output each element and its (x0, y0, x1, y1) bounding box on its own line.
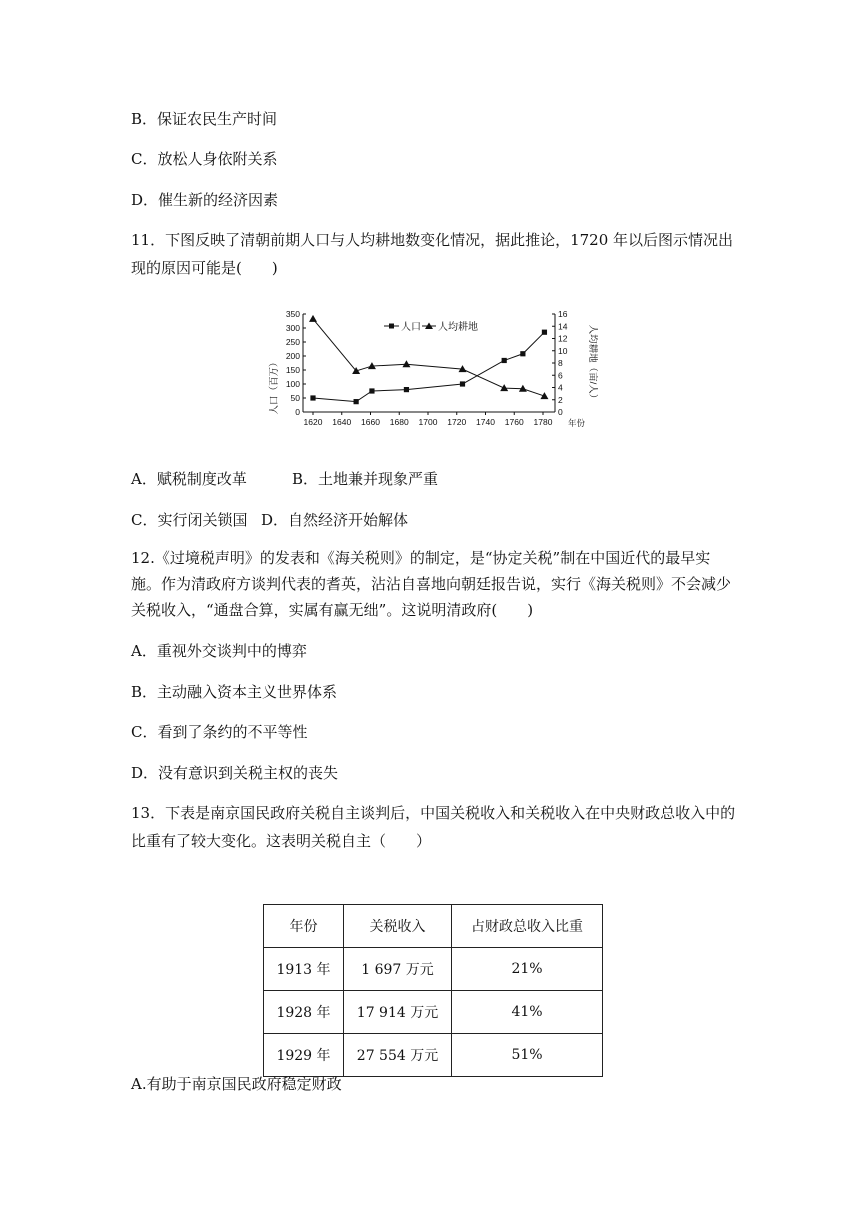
farmland-point (500, 384, 508, 391)
population-point (502, 358, 507, 363)
right-tick-label: 10 (558, 345, 568, 356)
table-row (264, 1034, 603, 1077)
x-tick-label: 1680 (389, 417, 409, 427)
right-axis-label: 人均耕地（亩/人） (587, 324, 598, 404)
table-row (264, 948, 603, 991)
x-tick-label: 1720 (447, 417, 467, 427)
table-cell: 1 697 万元 (344, 948, 452, 991)
x-tick-label: 1780 (533, 417, 553, 427)
q11-option-c: C．实行闭关锁国 (131, 511, 248, 529)
population-point (369, 388, 374, 393)
series-line-farmland (313, 319, 544, 396)
right-tick-label: 4 (558, 382, 563, 393)
legend-farmland-label: 人均耕地 (438, 322, 478, 333)
table-cell: 1928 年 (264, 991, 344, 1034)
right-tick-label: 8 (558, 358, 563, 368)
x-tick-label: 1620 (303, 417, 323, 427)
left-tick-label: 250 (285, 337, 300, 347)
population-point (310, 395, 315, 400)
tariff-table (263, 904, 603, 1077)
q10-option-c: C．放松人身依附关系 (131, 150, 278, 168)
left-tick-label: 50 (290, 393, 300, 403)
q13-stem-line1: 13．下表是南京国民政府关税自主谈判后，中国关税收入和关税收入在中央财政总收入中的 (131, 804, 736, 822)
x-tick-label: 1740 (476, 417, 495, 427)
population-point (542, 330, 547, 335)
q13-stem-line2: 比重有了较大变化。这表明关税自主（ ） (131, 832, 432, 850)
q10-option-d: D．催生新的经济因素 (131, 191, 279, 209)
table-cell: 41% (452, 991, 603, 1034)
series-line-population (313, 332, 544, 401)
table-cell: 1929 年 (264, 1034, 344, 1077)
right-tick-label: 14 (558, 321, 568, 332)
x-tick-label: 1640 (332, 417, 352, 427)
header-year: 年份 (264, 905, 344, 948)
q11-option-d: D．自然经济开始解体 (261, 511, 409, 529)
population-point (460, 381, 465, 386)
q12-option-b: B．主动融入资本主义世界体系 (131, 683, 338, 701)
farmland-point (402, 360, 410, 367)
table-row (264, 991, 603, 1034)
left-tick-label: 300 (285, 323, 300, 333)
x-tick-label: 1760 (504, 417, 524, 427)
q11-option-a: A．赋税制度改革 (131, 470, 247, 488)
q12-option-c: C．看到了条约的不平等性 (131, 723, 308, 741)
q11-stem-line1: 11．下图反映了清朝前期人口与人均耕地数变化情况，据此推论，1720 年以后图示情况出 (131, 231, 734, 249)
legend-population-label: 人口 (401, 322, 421, 333)
population-point (354, 399, 359, 404)
right-tick-label: 6 (558, 370, 563, 381)
table-cell: 21% (452, 948, 603, 991)
left-axis-label: 人口（百万） (269, 357, 280, 415)
table-cell: 51% (452, 1034, 603, 1077)
right-tick-label: 0 (558, 407, 563, 417)
q11-option-b: B．土地兼并现象严重 (292, 470, 439, 488)
header-tariff-income: 关税收入 (344, 905, 452, 948)
q11-stem-line2: 现的原因可能是( ) (131, 259, 278, 277)
q12-option-a: A．重视外交谈判中的博弈 (131, 642, 307, 660)
q12-stem: 12.《过境税声明》的发表和《海关税则》的制定，是“协定关税”制在中国近代的最早实施。作为清政府方谈判代表的耆英，沾沾自喜地向朝廷报告说，实行《海关税则》不会减少关税收入，“通盘合算，实属有赢无绌”。这说明清政府( ) (131, 549, 732, 619)
table-cell: 27 554 万元 (344, 1034, 452, 1077)
x-axis-unit-label: 年份 (568, 418, 586, 428)
population-point (404, 387, 409, 392)
left-tick-label: 100 (285, 379, 300, 389)
x-tick-label: 1660 (361, 417, 380, 427)
population-farmland-chart (268, 306, 598, 432)
chart-svg (268, 306, 598, 432)
farmland-point (309, 315, 317, 322)
header-share: 占财政总收入比重 (452, 905, 603, 948)
left-tick-label: 150 (285, 365, 300, 375)
right-tick-label: 16 (558, 309, 568, 319)
table-cell: 17 914 万元 (344, 991, 452, 1034)
chart-legend (384, 320, 478, 333)
left-tick-label: 350 (285, 309, 300, 319)
q10-option-b: B．保证农民生产时间 (131, 110, 278, 128)
right-tick-label: 12 (558, 333, 568, 344)
right-tick-label: 2 (558, 394, 563, 405)
table-header-row (264, 905, 603, 948)
population-point (520, 351, 525, 356)
left-tick-label: 200 (285, 351, 300, 361)
q13-option-a: A.有助于南京国民政府稳定财政 (131, 1075, 342, 1093)
x-tick-label: 1700 (418, 417, 438, 427)
table-cell: 1913 年 (264, 948, 344, 991)
q12-option-d: D．没有意识到关税主权的丧失 (131, 764, 339, 782)
left-tick-label: 0 (295, 407, 300, 417)
